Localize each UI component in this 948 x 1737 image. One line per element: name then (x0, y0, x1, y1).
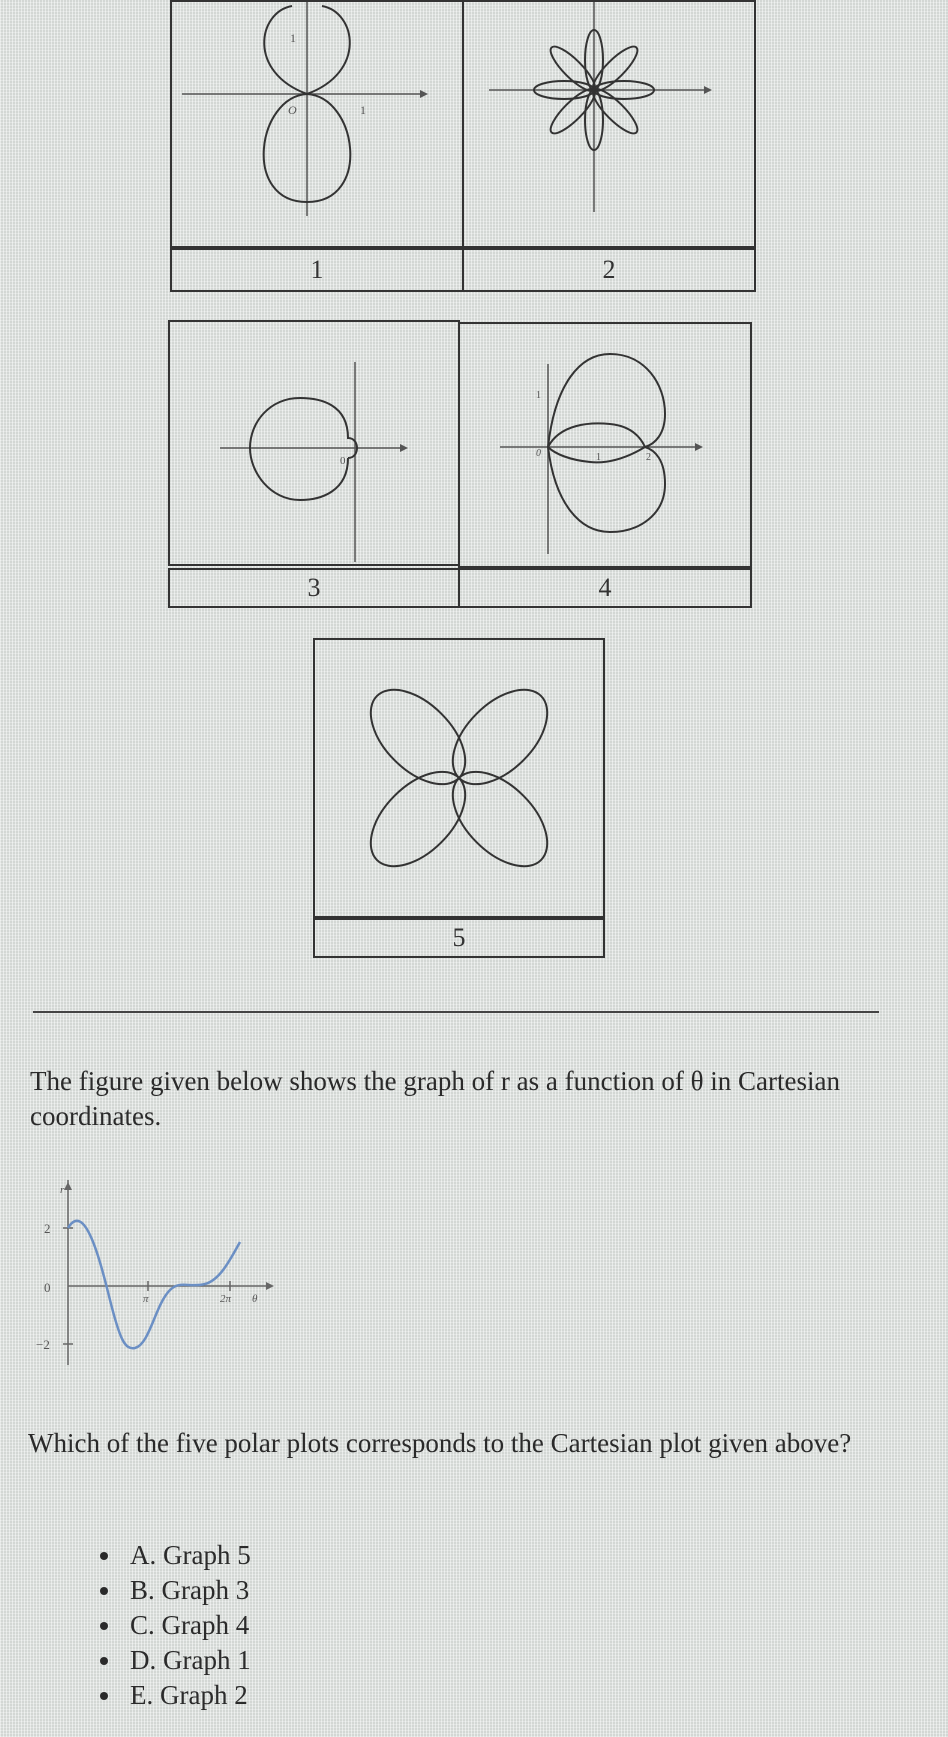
cartesian-y-axis-label: r (60, 1184, 65, 1196)
graph-3-label (168, 568, 460, 608)
intro-text: The figure given below shows the graph of r as a function of θ in Cartesian coordinates. (30, 1066, 840, 1131)
graph3-tick-origin: 0 (340, 455, 346, 467)
choice-d-label: D. Graph 1 (130, 1645, 251, 1675)
cartesian-tick-2: 2 (44, 1221, 51, 1236)
graph-4-label (458, 568, 752, 608)
polar-plot-3 (170, 322, 458, 564)
polar-graph-5 (313, 638, 605, 918)
graph-5-number: 5 (452, 923, 466, 952)
answer-choices (100, 1538, 251, 1713)
graph-4-number: 4 (598, 573, 612, 602)
bullet-icon (100, 1622, 108, 1630)
graph-2-number: 2 (602, 255, 616, 284)
choice-a-label: A. Graph 5 (130, 1540, 251, 1570)
graph4-tick-x1: 1 (596, 452, 601, 463)
choice-c-label: C. Graph 4 (130, 1610, 250, 1640)
choice-c[interactable] (100, 1608, 251, 1643)
graph4-tick-origin: 0 (536, 448, 541, 459)
polar-plot-5 (315, 640, 603, 916)
graph-1-label (170, 248, 464, 292)
polar-graph-3 (168, 320, 460, 566)
polar-graph-1 (170, 0, 464, 248)
bullet-icon (100, 1552, 108, 1560)
section-divider (33, 1011, 879, 1013)
graph1-tick-origin: O (288, 103, 297, 117)
cartesian-plot (30, 1180, 280, 1365)
choice-e-label: E. Graph 2 (130, 1680, 248, 1710)
polar-plot-1 (172, 2, 462, 246)
choice-e[interactable] (100, 1678, 251, 1713)
polar-plot-4 (460, 324, 750, 566)
choice-d[interactable] (100, 1643, 251, 1678)
graph-5-label (313, 918, 605, 958)
graph4-tick-y: 1 (536, 390, 541, 401)
polar-plot-2 (464, 2, 754, 246)
choice-b-label: B. Graph 3 (130, 1575, 250, 1605)
cartesian-curve (68, 1221, 240, 1348)
bullet-icon (100, 1657, 108, 1665)
choice-b[interactable] (100, 1573, 251, 1608)
cartesian-tick-pi: π (143, 1293, 149, 1305)
polar-graph-2 (462, 0, 756, 248)
polar-graph-4 (458, 322, 752, 568)
cartesian-tick-2pi: 2π (220, 1293, 232, 1305)
graph1-tick-y: 1 (290, 31, 296, 45)
cartesian-x-axis-label: θ (252, 1293, 258, 1305)
cartesian-tick-neg2: −2 (36, 1337, 50, 1352)
cartesian-tick-origin: 0 (44, 1280, 51, 1295)
choice-a[interactable] (100, 1538, 251, 1573)
graph-1-number: 1 (310, 255, 324, 284)
graph-3-number: 3 (307, 573, 321, 602)
graph-2-label (462, 248, 756, 292)
graph1-tick-x: 1 (360, 103, 366, 117)
bullet-icon (100, 1587, 108, 1595)
bullet-icon (100, 1692, 108, 1700)
graph4-tick-x2: 2 (646, 452, 651, 463)
question-text: Which of the five polar plots corresponds to the Cartesian plot given above? (28, 1428, 852, 1458)
